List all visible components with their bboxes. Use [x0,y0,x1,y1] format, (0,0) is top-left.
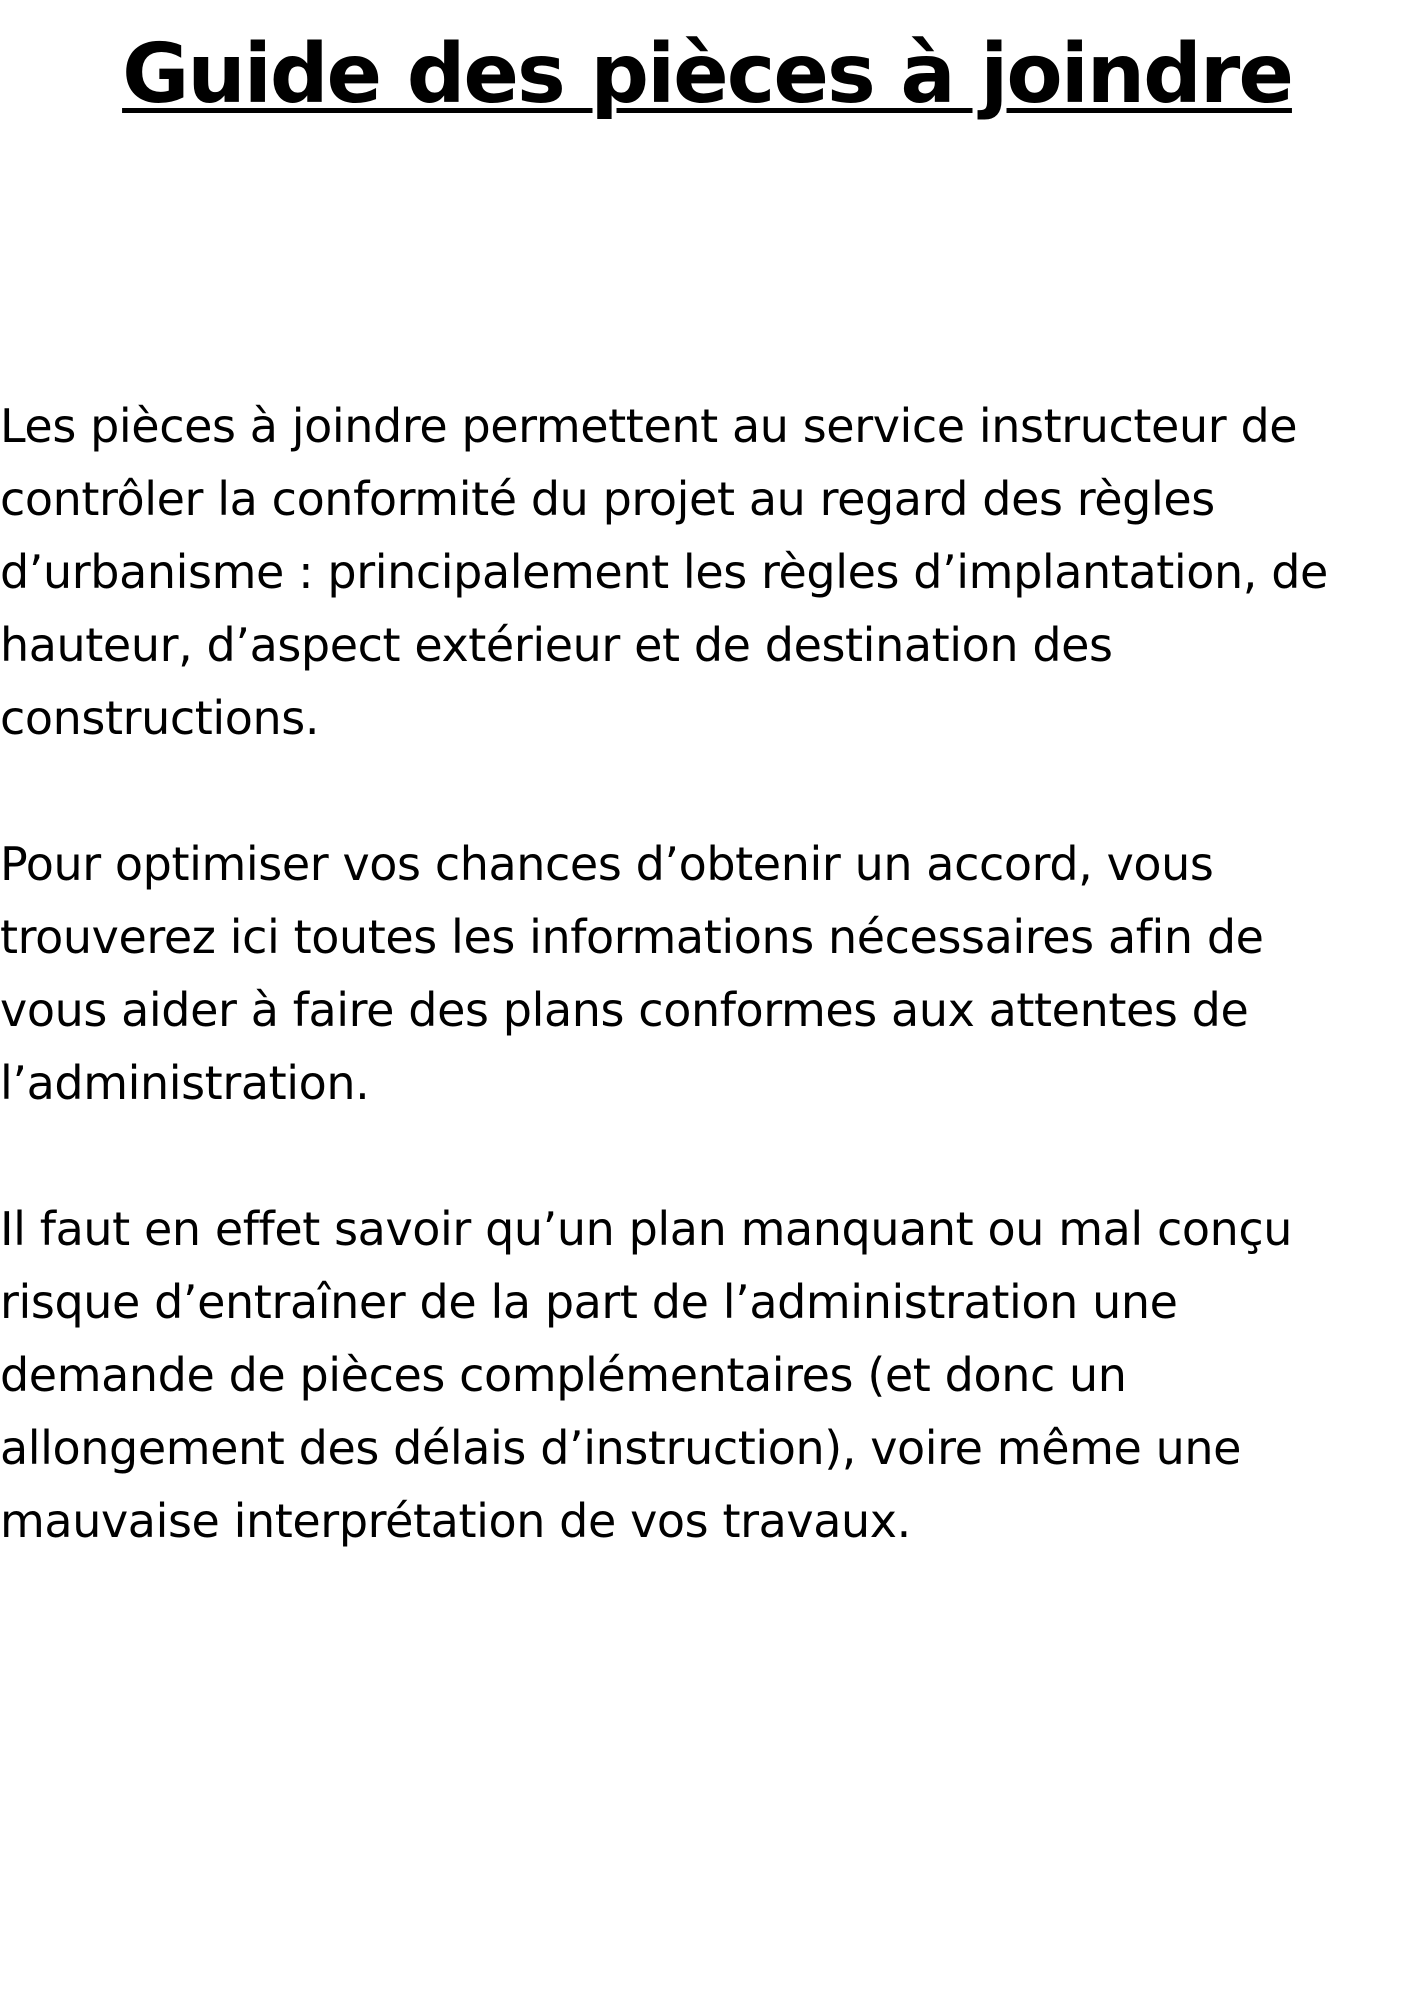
paragraph-line: risque d’entraîner de la part de l’administration une [0,1275,1178,1329]
paragraph-line: Il faut en effet savoir qu’un plan manquant ou mal conçu [0,1202,1293,1256]
page-title: Guide des pièces à joindre [122,27,1292,122]
paragraph-intro [0,390,1410,755]
paragraph-line: Pour optimiser vos chances d’obtenir un accord, vous [0,837,1214,891]
paragraph-line: l’administration. [0,1056,370,1110]
paragraph-warning [0,1193,1410,1558]
paragraph-line: constructions. [0,691,320,745]
paragraph-line: contrôler la conformité du projet au regard des règles [0,472,1215,526]
paragraph-line: demande de pièces complémentaires (et donc un [0,1348,1127,1402]
paragraph-line: vous aider à faire des plans conformes aux attentes de [0,983,1249,1037]
paragraph-line: mauvaise interprétation de vos travaux. [0,1494,911,1548]
paragraph-line: d’urbanisme : principalement les règles d’implantation, de [0,545,1328,599]
paragraph-line: hauteur, d’aspect extérieur et de destination des [0,618,1113,672]
paragraph-line: allongement des délais d’instruction), voire même une [0,1421,1242,1475]
document-body [0,390,1410,1631]
paragraph-line: Les pièces à joindre permettent au service instructeur de [0,399,1298,453]
paragraph-line: trouverez ici toutes les informations nécessaires afin de [0,910,1264,964]
paragraph-purpose [0,828,1410,1120]
